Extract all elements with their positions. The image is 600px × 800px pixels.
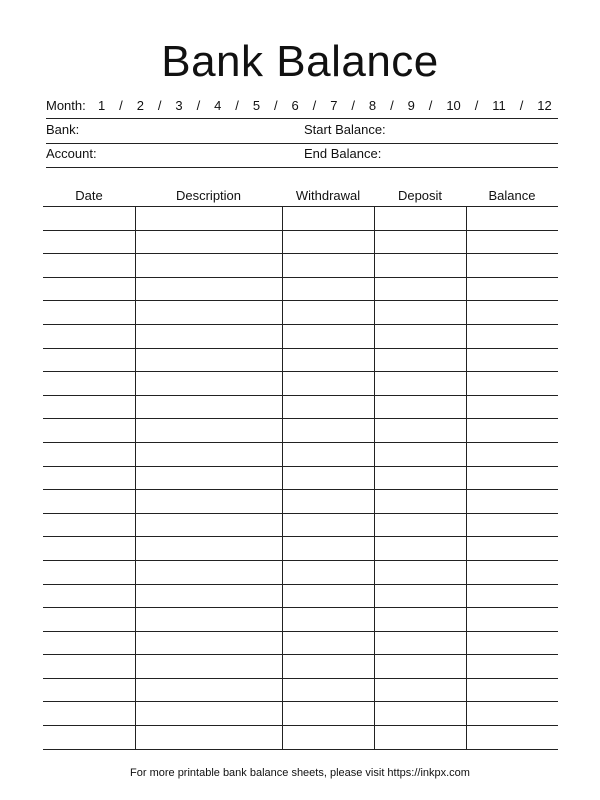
withdrawal-cell[interactable] [282, 372, 374, 396]
withdrawal-cell[interactable] [282, 490, 374, 514]
description-cell[interactable] [135, 395, 282, 419]
account-label: Account: [46, 146, 97, 161]
balance-cell[interactable] [466, 608, 558, 632]
withdrawal-cell[interactable] [282, 537, 374, 561]
deposit-cell[interactable] [374, 324, 466, 348]
withdrawal-cell[interactable] [282, 678, 374, 702]
column-header-deposit: Deposit [374, 184, 466, 207]
ledger-table [43, 184, 558, 750]
deposit-cell[interactable] [374, 513, 466, 537]
withdrawal-cell[interactable] [282, 560, 374, 584]
balance-cell[interactable] [466, 207, 558, 231]
balance-cell[interactable] [466, 466, 558, 490]
deposit-cell[interactable] [374, 560, 466, 584]
month-item: 8 [368, 98, 377, 113]
month-separator: / [273, 98, 278, 113]
withdrawal-cell[interactable] [282, 324, 374, 348]
description-cell[interactable] [135, 348, 282, 372]
withdrawal-cell[interactable] [282, 442, 374, 466]
balance-cell[interactable] [466, 301, 558, 325]
description-cell[interactable] [135, 254, 282, 278]
month-separator: / [157, 98, 162, 113]
table-row [43, 324, 558, 348]
description-cell[interactable] [135, 631, 282, 655]
withdrawal-cell[interactable] [282, 631, 374, 655]
date-cell[interactable] [43, 207, 135, 231]
date-cell[interactable] [43, 372, 135, 396]
deposit-cell[interactable] [374, 678, 466, 702]
table-row [43, 301, 558, 325]
deposit-cell[interactable] [374, 490, 466, 514]
withdrawal-cell[interactable] [282, 207, 374, 231]
date-cell[interactable] [43, 702, 135, 726]
withdrawal-cell[interactable] [282, 419, 374, 443]
description-cell[interactable] [135, 537, 282, 561]
balance-cell[interactable] [466, 254, 558, 278]
date-cell[interactable] [43, 466, 135, 490]
table-row [43, 608, 558, 632]
date-cell[interactable] [43, 324, 135, 348]
balance-cell[interactable] [466, 395, 558, 419]
description-cell[interactable] [135, 584, 282, 608]
deposit-cell[interactable] [374, 726, 466, 750]
date-cell[interactable] [43, 726, 135, 750]
withdrawal-cell[interactable] [282, 348, 374, 372]
date-cell[interactable] [43, 655, 135, 679]
table-row [43, 419, 558, 443]
balance-cell[interactable] [466, 277, 558, 301]
page-title: Bank Balance [161, 37, 439, 86]
balance-cell[interactable] [466, 348, 558, 372]
balance-cell[interactable] [466, 702, 558, 726]
description-cell[interactable] [135, 726, 282, 750]
description-cell[interactable] [135, 513, 282, 537]
balance-cell[interactable] [466, 490, 558, 514]
deposit-cell[interactable] [374, 277, 466, 301]
month-separator: / [474, 98, 479, 113]
balance-cell[interactable] [466, 584, 558, 608]
end-balance-label: End Balance: [304, 146, 382, 161]
deposit-cell[interactable] [374, 230, 466, 254]
deposit-cell[interactable] [374, 608, 466, 632]
date-cell[interactable] [43, 513, 135, 537]
date-cell[interactable] [43, 560, 135, 584]
month-item: 12 [537, 98, 552, 113]
deposit-cell[interactable] [374, 655, 466, 679]
balance-cell[interactable] [466, 324, 558, 348]
month-item: 1 [98, 98, 106, 113]
description-cell[interactable] [135, 324, 282, 348]
description-cell[interactable] [135, 560, 282, 584]
month-item: 6 [291, 98, 299, 113]
table-row [43, 678, 558, 702]
withdrawal-cell[interactable] [282, 702, 374, 726]
balance-cell[interactable] [466, 372, 558, 396]
date-cell[interactable] [43, 584, 135, 608]
table-row [43, 560, 558, 584]
month-item: 10 [446, 98, 461, 113]
date-cell[interactable] [43, 230, 135, 254]
column-header-date: Date [43, 184, 135, 207]
month-item: 5 [252, 98, 261, 113]
deposit-cell[interactable] [374, 537, 466, 561]
balance-cell[interactable] [466, 230, 558, 254]
description-cell[interactable] [135, 466, 282, 490]
description-cell[interactable] [135, 442, 282, 466]
table-row [43, 655, 558, 679]
month-separator: / [351, 98, 355, 113]
month-separator: / [196, 98, 201, 113]
balance-cell[interactable] [466, 537, 558, 561]
table-row [43, 372, 558, 396]
balance-cell[interactable] [466, 560, 558, 584]
month-item: 9 [407, 98, 415, 113]
description-cell[interactable] [135, 372, 282, 396]
month-list [98, 96, 558, 118]
month-item: 7 [330, 98, 338, 113]
date-cell[interactable] [43, 395, 135, 419]
description-cell[interactable] [135, 207, 282, 231]
deposit-cell[interactable] [374, 584, 466, 608]
balance-cell[interactable] [466, 631, 558, 655]
table-row [43, 254, 558, 278]
withdrawal-cell[interactable] [282, 230, 374, 254]
footer-note: For more printable bank balance sheets, please visit https://inkpx.com [130, 767, 470, 779]
deposit-cell[interactable] [374, 301, 466, 325]
date-cell[interactable] [43, 348, 135, 372]
withdrawal-cell[interactable] [282, 655, 374, 679]
description-cell[interactable] [135, 608, 282, 632]
month-separator: / [235, 98, 239, 113]
table-row [43, 395, 558, 419]
table-row [43, 513, 558, 537]
deposit-cell[interactable] [374, 348, 466, 372]
month-label: Month: [46, 98, 86, 113]
month-separator: / [312, 98, 317, 113]
balance-cell[interactable] [466, 655, 558, 679]
description-cell[interactable] [135, 230, 282, 254]
month-item: 3 [175, 98, 183, 113]
start-balance-label: Start Balance: [304, 122, 386, 137]
balance-cell[interactable] [466, 442, 558, 466]
date-cell[interactable] [43, 419, 135, 443]
deposit-cell[interactable] [374, 466, 466, 490]
table-row [43, 348, 558, 372]
month-separator: / [119, 98, 123, 113]
withdrawal-cell[interactable] [282, 301, 374, 325]
table-row [43, 490, 558, 514]
date-cell[interactable] [43, 490, 135, 514]
month-item: 11 [492, 98, 506, 113]
description-cell[interactable] [135, 702, 282, 726]
description-cell[interactable] [135, 301, 282, 325]
month-separator: / [428, 98, 433, 113]
withdrawal-cell[interactable] [282, 726, 374, 750]
date-cell[interactable] [43, 442, 135, 466]
date-cell[interactable] [43, 537, 135, 561]
table-row [43, 702, 558, 726]
deposit-cell[interactable] [374, 207, 466, 231]
account-row [46, 143, 558, 168]
description-cell[interactable] [135, 678, 282, 702]
month-item: 4 [214, 98, 222, 113]
withdrawal-cell[interactable] [282, 513, 374, 537]
date-cell[interactable] [43, 631, 135, 655]
bank-row [46, 119, 558, 144]
date-cell[interactable] [43, 254, 135, 278]
table-row [43, 207, 558, 231]
month-separator: / [519, 98, 524, 113]
deposit-cell[interactable] [374, 419, 466, 443]
balance-cell[interactable] [466, 678, 558, 702]
month-separator: / [390, 98, 394, 113]
deposit-cell[interactable] [374, 702, 466, 726]
date-cell[interactable] [43, 301, 135, 325]
withdrawal-cell[interactable] [282, 608, 374, 632]
column-header-balance: Balance [466, 184, 558, 207]
deposit-cell[interactable] [374, 631, 466, 655]
table-row [43, 537, 558, 561]
table-row [43, 631, 558, 655]
ledger-body [43, 207, 558, 750]
date-cell[interactable] [43, 277, 135, 301]
month-row [46, 96, 558, 119]
table-row [43, 466, 558, 490]
withdrawal-cell[interactable] [282, 277, 374, 301]
deposit-cell[interactable] [374, 395, 466, 419]
date-cell[interactable] [43, 678, 135, 702]
column-header-withdrawal: Withdrawal [282, 184, 374, 207]
table-header-row [43, 184, 558, 207]
deposit-cell[interactable] [374, 442, 466, 466]
withdrawal-cell[interactable] [282, 466, 374, 490]
table-row [43, 442, 558, 466]
balance-cell[interactable] [466, 419, 558, 443]
deposit-cell[interactable] [374, 372, 466, 396]
description-cell[interactable] [135, 277, 282, 301]
month-item: 2 [136, 98, 144, 113]
bank-label: Bank: [46, 122, 80, 137]
balance-cell[interactable] [466, 513, 558, 537]
description-cell[interactable] [135, 419, 282, 443]
deposit-cell[interactable] [374, 254, 466, 278]
withdrawal-cell[interactable] [282, 395, 374, 419]
withdrawal-cell[interactable] [282, 584, 374, 608]
column-header-description: Description [135, 184, 282, 207]
withdrawal-cell[interactable] [282, 254, 374, 278]
table-row [43, 277, 558, 301]
table-row [43, 584, 558, 608]
table-row [43, 726, 558, 750]
table-row [43, 230, 558, 254]
date-cell[interactable] [43, 608, 135, 632]
balance-cell[interactable] [466, 726, 558, 750]
description-cell[interactable] [135, 490, 282, 514]
description-cell[interactable] [135, 655, 282, 679]
